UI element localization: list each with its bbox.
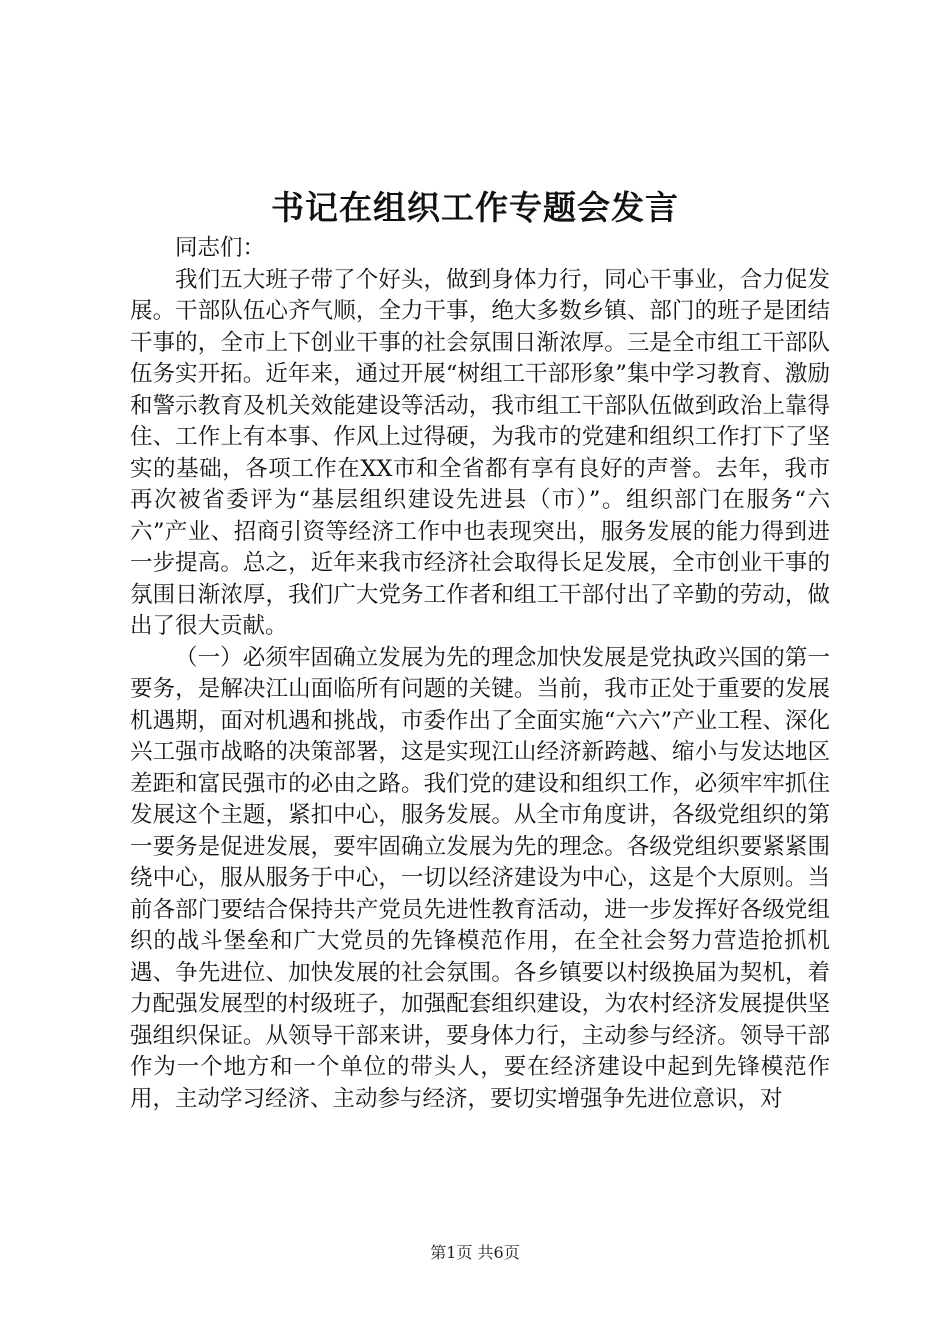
document-body — [130, 233, 830, 1115]
page-number-footer: 第1页 共6页 — [430, 1243, 520, 1262]
paragraph: （一）必须牢固确立发展为先的理念加快发展是党执政兴国的第一要务，是解决江山面临所有问题的关键。当前，我市正处于重要的发展机遇期，面对机遇和挑战，市委作出了全面实施“六六”产业工程、深化兴工强市战略的决策部署，这是实现江山经济新跨越、缩小与发达地区差距和富民强市的必由之路。我们党的建设和组织工作，必须牢牢抓住发展这个主题，紧扣中心，服务发展。从全市角度讲，各级党组织的第一要务是促进发展，要牢固确立发展为先的理念。各级党组织要紧紧围绕中心，服从服务于中心，一切以经济建设为中心，这是个大原则。当前各部门要结合保持共产党员先进性教育活动，进一步发挥好各级党组织的战斗堡垒和广大党员的先锋模范作用，在全社会努力营造抢抓机遇、争先进位、加快发展的社会氛围。各乡镇要以村级换届为契机，着力配强发展型的村级班子，加强配套组织建设，为农村经济发展提供坚强组织保证。从领导干部来讲，要身体力行，主动参与经济。领导干部作为一个地方和一个单位的带头人，要在经济建设中起到先锋模范作用，主动学习经济、主动参与经济，要切实增强争先进位意识，对 — [130, 644, 830, 1112]
paragraph: 我们五大班子带了个好头，做到身体力行，同心干事业，合力促发展。干部队伍心齐气顺，全力干事，绝大多数乡镇、部门的班子是团结干事的，全市上下创业干事的社会氛围日渐浓厚。三是全市组工干部队伍务实开拓。近年来，通过开展“树组工干部形象”集中学习教育、激励和警示教育及机关效能建设等活动，我市组工干部队伍做到政治上靠得住、工作上有本事、作风上过得硬，为我市的党建和组织工作打下了坚实的基础，各项工作在XX市和全省都有享有良好的声誉。去年，我市再次被省委评为“基层组织建设先进县（市）”。组织部门在服务“六六”产业、招商引资等经济工作中也表现突出，服务发展的能力得到进一步提高。总之，近年来我市经济社会取得长足发展，全市创业干事的氛围日渐浓厚，我们广大党务工作者和组工干部付出了辛勤的劳动，做出了很大贡献。 — [130, 266, 830, 639]
document-title: 书记在组织工作专题会发言 — [271, 188, 679, 227]
salutation: 同志们： — [175, 235, 266, 261]
